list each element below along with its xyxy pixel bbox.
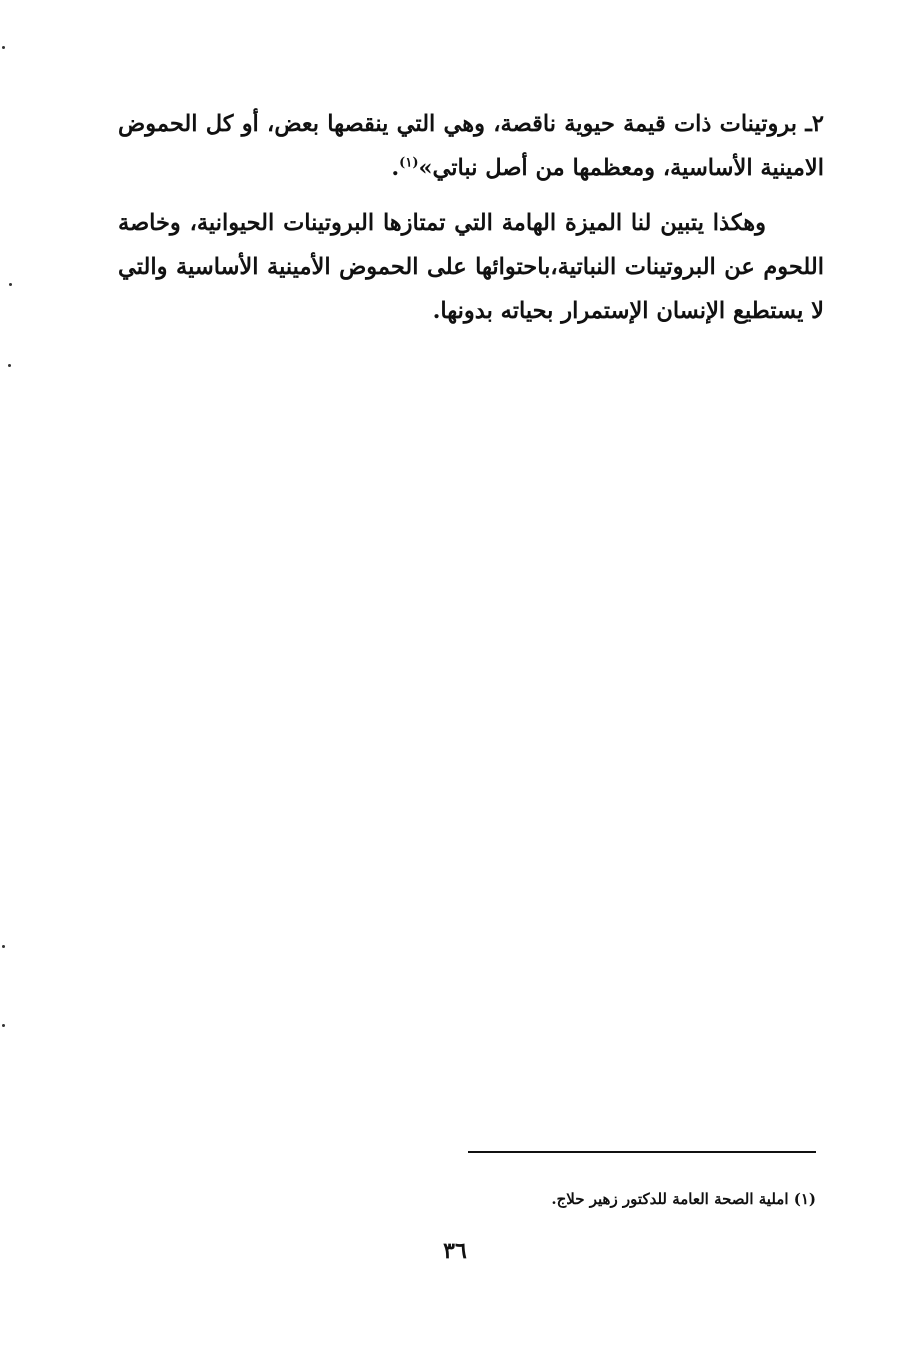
paragraph-end-punctuation: . bbox=[391, 155, 400, 181]
scan-speck bbox=[2, 46, 5, 49]
footnote-text: (١) املية الصحة العامة للدكتور زهير حلاج. bbox=[551, 1190, 816, 1208]
scan-speck bbox=[8, 364, 11, 367]
paragraph-protein-type-2 bbox=[118, 102, 824, 190]
page-number: ٣٦ bbox=[443, 1238, 467, 1264]
scan-speck bbox=[9, 283, 12, 286]
scan-speck bbox=[2, 945, 5, 948]
footnote-reference: (١) bbox=[399, 155, 419, 171]
paragraph-conclusion: وهكذا يتبين لنا الميزة الهامة التي تمتازها البروتينات الحيوانية، وخاصة اللحوم عن البروتينات النباتية،باحتوائها على الحموض الأمينية الأساسية والتي لا يستطيع الإنسان الإستمرار بحياته بدونها. bbox=[118, 210, 824, 324]
paragraph-text: ٢ـ بروتينات ذات قيمة حيوية ناقصة، وهي التي ينقصها بعض، أو كل الحموض الامينية الأساسية، ومعظمها من أصل نباتي» bbox=[118, 111, 824, 181]
footnote-divider bbox=[468, 1151, 816, 1153]
scan-speck bbox=[2, 1024, 5, 1027]
